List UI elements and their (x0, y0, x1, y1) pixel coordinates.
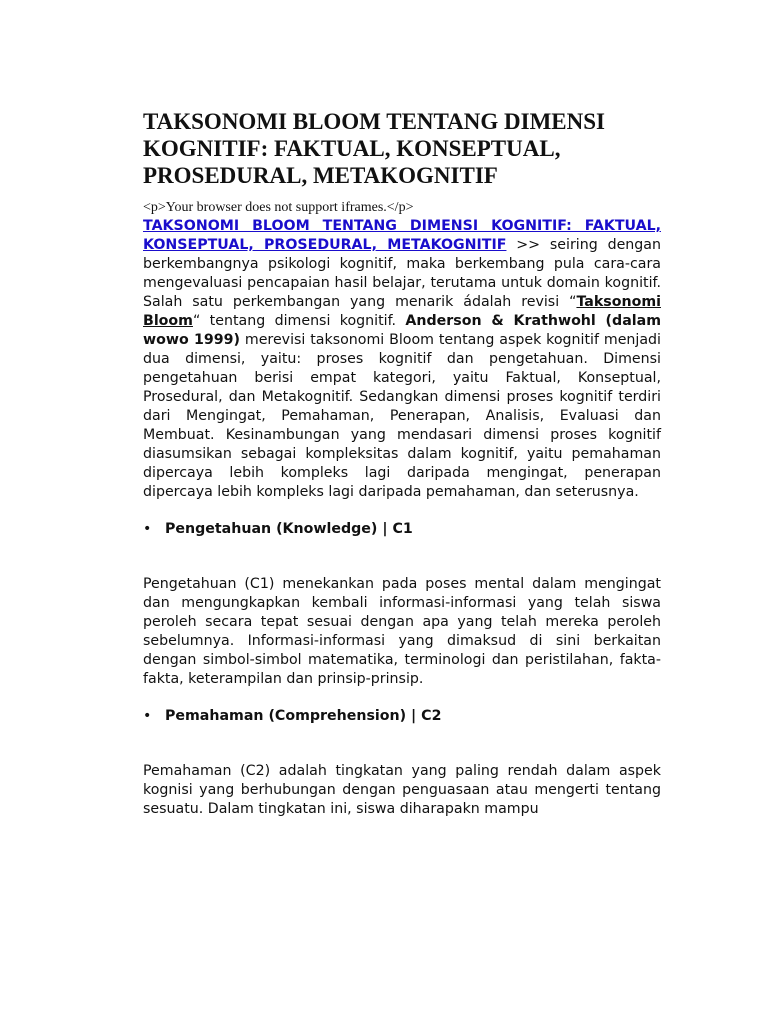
intro-text-3: merevisi taksonomi Bloom tentang aspek kognitif menjadi dua dimensi, yaitu: proses kognitif dan pengetahuan. Dimensi pengetahuan berisi empat kategori, yaitu Faktual, Konseptual, Prosedural, dan Metakognitif. Sedangkan dimensi proses kognitif terdiri dari Mengingat, Pemahaman, Penerapan, Analisis, Evaluasi dan Membuat. Kesinambungan yang mendasari dimensi proses kognitif diasumsikan sebagai kompleksitas dalam kognitif, yaitu pemahaman dipercaya lebih kompleks lagi daripada mengingat, penerapan dipercaya lebih kompleks lagi daripada pemahaman, dan seterusnya. (143, 332, 661, 500)
section-paragraph-c2: Pemahaman (C2) adalah tingkatan yang paling rendah dalam aspek kognisi yang berhubungan dengan penguasaan atau mengerti tentang sesuatu. Dalam tingkatan ini, siswa diharapakn mampu (143, 763, 661, 817)
section-heading-c1-text: Pengetahuan (Knowledge) | C1 (165, 521, 413, 537)
title-line-2: KOGNITIF: FAKTUAL, KONSEPTUAL, (143, 136, 561, 161)
taksonomi-bloom-link[interactable]: Taksonomi Bloom (143, 294, 661, 329)
intro-text-2: “ tentang dimensi kognitif. (192, 313, 406, 329)
iframe-fallback-text: <p>Your browser does not support iframes.</p> (143, 200, 414, 215)
title-line-3: PROSEDURAL, METAKOGNITIF (143, 163, 498, 188)
section-paragraph-c1: Pengetahuan (C1) menekankan pada poses mental dalam mengingat dan mengungkapkan kembali informasi-informasi yang telah siswa peroleh secara tepat sesuai dengan apa yang telah mereka peroleh sebelumnya. Informasi-informasi yang dimaksud di sini berkaitan dengan simbol-simbol matematika, terminologi dan peristilahan, fakta-fakta, keterampilan dan prinsip-prinsip. (143, 576, 661, 687)
document-page (143, 108, 661, 819)
title-line-1: TAKSONOMI BLOOM TENTANG DIMENSI (143, 109, 605, 134)
section-heading-c1 (143, 520, 661, 539)
authors-citation: Anderson & Krathwohl (dalam wowo 1999) (143, 313, 661, 348)
title-link[interactable]: TAKSONOMI BLOOM TENTANG DIMENSI KOGNITIF: FAKTUAL, KONSEPTUAL, PROSEDURAL, METAKOGNITIF (143, 218, 661, 253)
section-heading-c2-text: Pemahaman (Comprehension) | C2 (165, 708, 442, 724)
intro-text-1: >> seiring dengan berkembangnya psikologi kognitif, maka berkembang pula cara-cara mengevaluasi pencapaian hasil belajar, terutama untuk domain kognitif. Salah satu perkembangan yang menarik ádalah revisi “ (143, 237, 661, 310)
section-heading-c2 (143, 707, 661, 726)
bullet-icon: • (143, 521, 152, 537)
intro-paragraph (143, 217, 661, 502)
bullet-icon: • (143, 708, 152, 724)
document-title (143, 108, 661, 189)
